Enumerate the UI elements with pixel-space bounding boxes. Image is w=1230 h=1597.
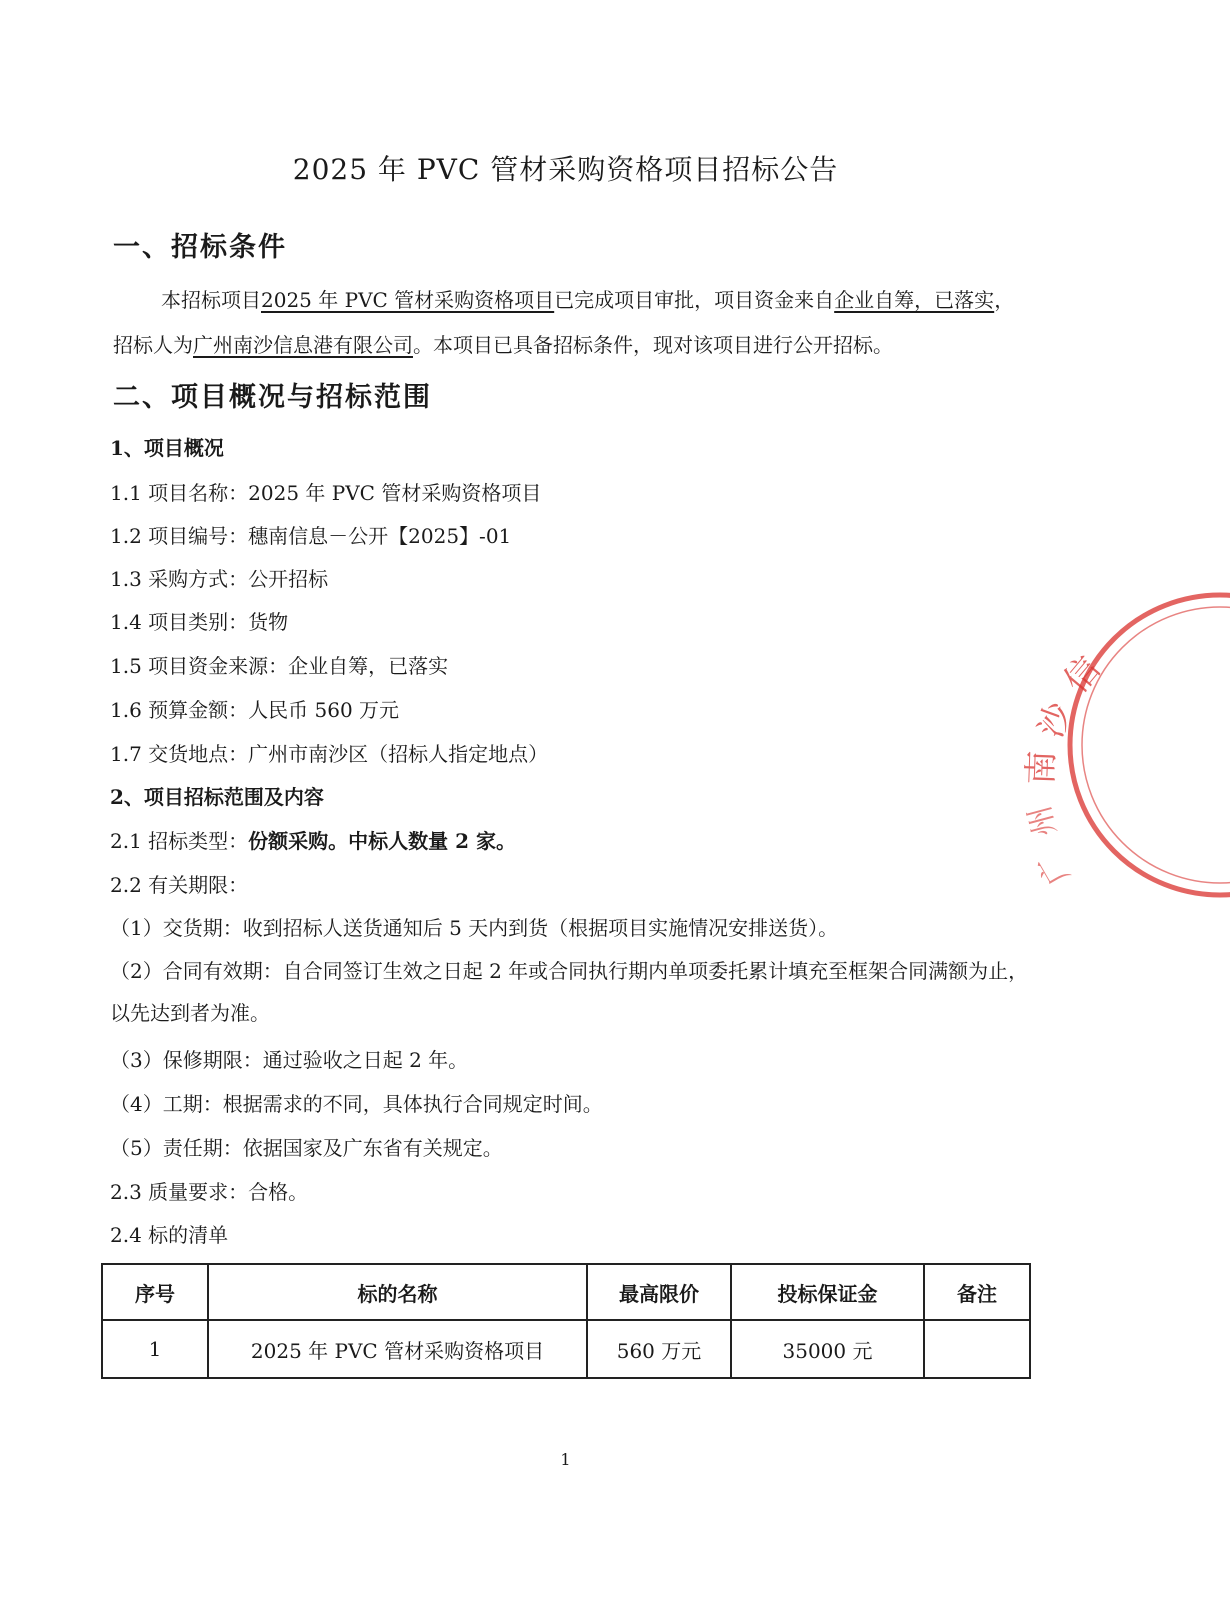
cell-max-price: 560 万元 <box>587 1320 731 1378</box>
subheading-overview: 1、项目概况 <box>110 436 224 460</box>
period-3: （3）保修期限：通过验收之日起 2 年。 <box>110 1048 469 1072</box>
tenderer-underlined: 广州南沙信息港有限公司 <box>193 333 413 357</box>
svg-text:广: 广 <box>1031 847 1077 891</box>
header-remark: 备注 <box>924 1264 1030 1320</box>
item-2-1-label: 2.1 招标类型： <box>110 829 249 853</box>
item-1-7: 1.7 交货地点：广州市南沙区（招标人指定地点） <box>110 742 549 766</box>
para-text-c: ，招标人为 <box>113 288 1015 357</box>
item-1-5: 1.5 项目资金来源：企业自筹，已落实 <box>110 654 449 678</box>
header-deposit: 投标保证金 <box>731 1264 924 1320</box>
item-2-1-value: 份额采购。中标人数量 2 家。 <box>248 829 517 853</box>
item-1-2: 1.2 项目编号：穗南信息－公开【2025】-01 <box>110 524 512 548</box>
section1-paragraph <box>113 278 1033 368</box>
page-number: 1 <box>560 1450 571 1469</box>
project-name-underlined: 2025 年 PVC 管材采购资格项目 <box>261 288 555 312</box>
period-4: （4）工期：根据需求的不同，具体执行合同规定时间。 <box>110 1092 603 1116</box>
period-2: （2）合同有效期：自合同签订生效之日起 2 年或合同执行期内单项委托累计填充至框架合同满额为止，以先达到者为准。 <box>110 959 1029 1025</box>
item-2-4: 2.4 标的清单 <box>110 1223 229 1247</box>
para-text-d: 。本项目已具备招标条件，现对该项目进行公开招标。 <box>413 333 893 357</box>
item-2-1 <box>110 825 516 854</box>
svg-text:南: 南 <box>1021 749 1063 786</box>
period-1: （1）交货期：收到招标人送货通知后 5 天内到货（根据项目实施情况安排送货）。 <box>110 916 839 940</box>
svg-text:州: 州 <box>1022 801 1064 840</box>
header-seq: 序号 <box>102 1264 208 1320</box>
item-2-2: 2.2 有关期限： <box>110 873 249 897</box>
cell-name: 2025 年 PVC 管材采购资格项目 <box>208 1320 587 1378</box>
cell-deposit: 35000 元 <box>731 1320 924 1378</box>
item-1-3: 1.3 采购方式：公开招标 <box>110 567 329 591</box>
header-name: 标的名称 <box>208 1264 587 1320</box>
section1-heading: 一、招标条件 <box>113 232 287 263</box>
funding-underlined: 企业自筹，已落实 <box>834 288 995 312</box>
svg-text:沙: 沙 <box>1030 697 1081 744</box>
subheading-scope: 2、项目招标范围及内容 <box>110 785 324 809</box>
cell-remark <box>924 1320 1030 1378</box>
item-1-1: 1.1 项目名称：2025 年 PVC 管材采购资格项目 <box>110 481 542 505</box>
item-1-6: 1.6 预算金额：人民币 560 万元 <box>110 698 400 722</box>
header-max-price: 最高限价 <box>587 1264 731 1320</box>
para-text-b: 已完成项目审批，项目资金来自 <box>554 288 835 312</box>
table-header-row <box>102 1264 1030 1320</box>
document-title: 2025 年 PVC 管材采购资格项目招标公告 <box>292 153 839 186</box>
table-row <box>102 1320 1030 1378</box>
svg-text:信: 信 <box>1056 649 1109 701</box>
para-text-a: 本招标项目 <box>161 288 261 312</box>
cell-seq: 1 <box>102 1320 208 1378</box>
item-2-3: 2.3 质量要求：合格。 <box>110 1180 309 1204</box>
item-1-4: 1.4 项目类别：货物 <box>110 610 289 634</box>
company-seal-stamp <box>1021 585 1230 965</box>
bid-list-table <box>101 1263 1031 1379</box>
period-5: （5）责任期：依据国家及广东省有关规定。 <box>110 1136 503 1160</box>
section2-heading: 二、项目概况与招标范围 <box>113 382 432 413</box>
